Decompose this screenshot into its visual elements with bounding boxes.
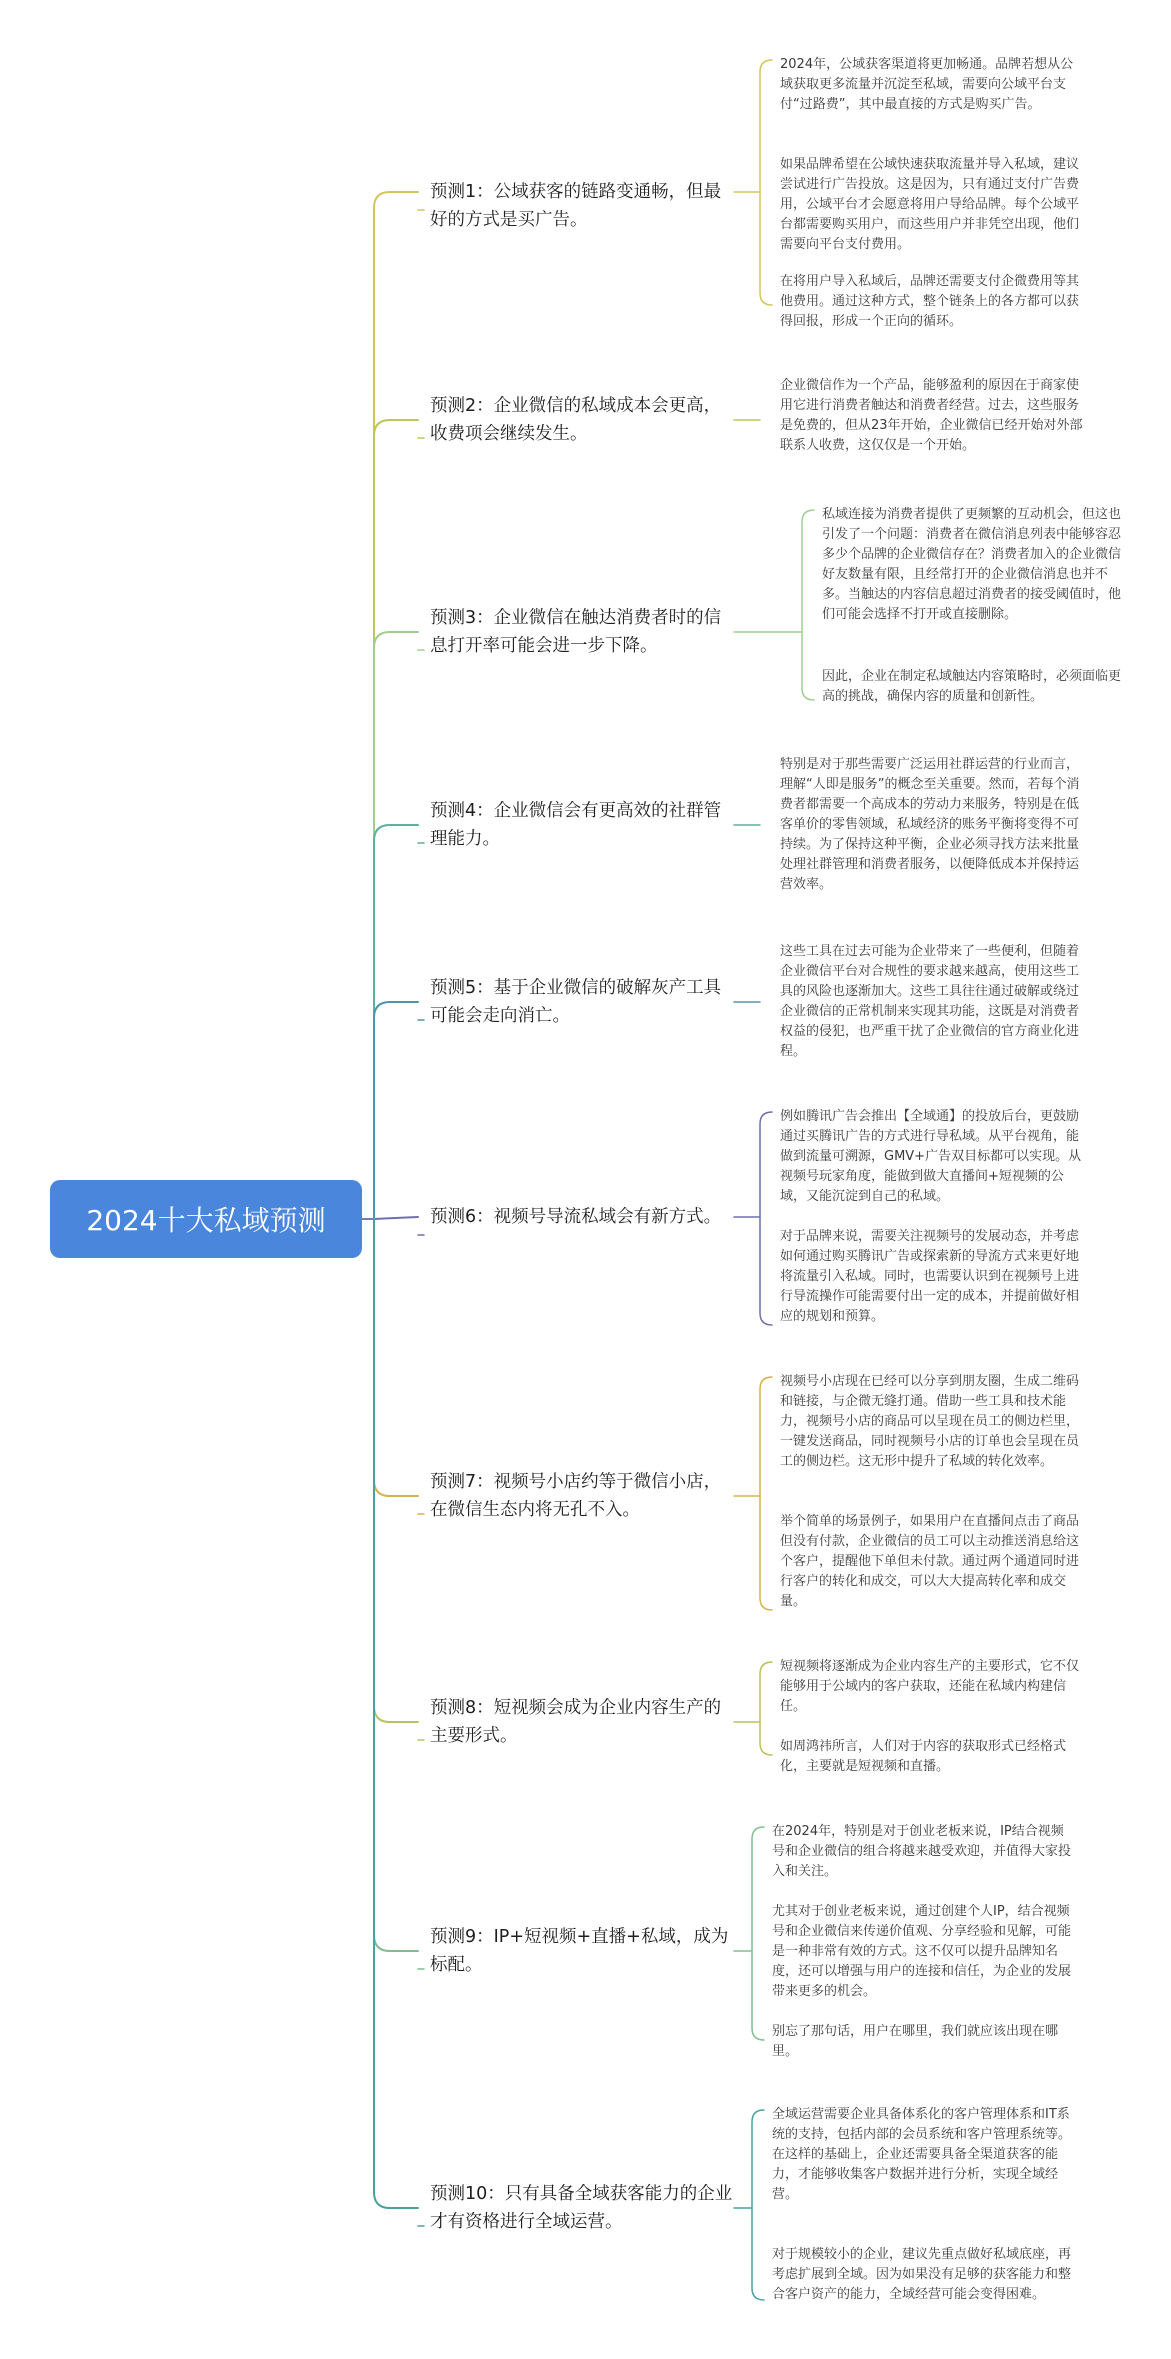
leaf-text: 因此，企业在制定私域触达内容策略时，必须面临更高的挑战，确保内容的质量和创新性。 [822, 669, 1122, 704]
leaf-note[interactable] [780, 755, 1085, 895]
leaf-note[interactable] [780, 1512, 1085, 1612]
leaf-bracket [752, 1827, 764, 2040]
leaf-text: 在将用户导入私域后，品牌还需要支付企微费用等其他费用。通过这种方式，整个链条上的各方都可以获得回报，形成一个正向的循环。 [780, 274, 1080, 329]
branch-label: 预测4：企业微信会有更高效的社群管理能力。 [430, 801, 722, 849]
leaf-note[interactable] [780, 376, 1085, 456]
leaf-text: 全域运营需要企业具备体系化的客户管理体系和IT系统的支持，包括内部的会员系统和客户管理系统等。在这样的基础上，企业还需要具备全渠道获客的能力，才能够收集客户数据并进行分析，实现全域经营。 [772, 2107, 1072, 2202]
branch-topic-2[interactable] [430, 392, 738, 448]
leaf-text: 短视频将逐渐成为企业内容生产的主要形式，它不仅能够用于公域内的客户获取，还能在私域内构建信任。 [780, 1659, 1080, 1714]
leaf-text: 2024年，公域获客渠道将更加畅通。品牌若想从公域获取更多流量并沉淀至私域，需要向公域平台支付“过路费”，其中最直接的方式是购买广告。 [780, 57, 1074, 112]
leaf-note[interactable] [780, 272, 1085, 332]
leaf-text: 私域连接为消费者提供了更频繁的互动机会，但这也引发了一个问题：消费者在微信消息列表中能够容忍多少个品牌的企业微信存在？消费者加入的企业微信好友数量有限，且经常打开的企业微信消息也并不多。当触达的内容信息超过消费者的接受阈值时，他们可能会选择不打开或直接删除。 [822, 507, 1122, 622]
leaf-text: 对于品牌来说，需要关注视频号的发展动态，并考虑如何通过购买腾讯广告或探索新的导流方式来更好地将流量引入私域。同时，也需要认识到在视频号上进行导流操作可能需要付出一定的成本，并提前做好相应的规划和预算。 [780, 1229, 1080, 1324]
leaf-note[interactable] [772, 1902, 1072, 2002]
leaf-note[interactable] [822, 667, 1127, 707]
leaf-note[interactable] [822, 505, 1127, 625]
leaf-text: 对于规模较小的企业，建议先重点做好私域底座，再考虑扩展到全域。因为如果没有足够的获客能力和整合客户资产的能力，全域经营可能会变得困难。 [772, 2247, 1072, 2302]
leaf-bracket [752, 2110, 764, 2300]
branch-topic-3[interactable] [430, 604, 738, 660]
branch-connector [374, 1219, 418, 1722]
branch-label: 预测8：短视频会成为企业内容生产的主要形式。 [430, 1698, 722, 1746]
branch-label: 预测7：视频号小店约等于微信小店，在微信生态内将无孔不入。 [430, 1472, 722, 1520]
central-topic-label: 2024十大私域预测 [86, 1204, 326, 1237]
branch-label: 预测3：企业微信在触达消费者时的信息打开率可能会进一步下降。 [430, 608, 722, 656]
branch-topic-4[interactable] [430, 797, 738, 853]
leaf-note[interactable] [780, 1372, 1085, 1472]
leaf-text: 如果品牌希望在公域快速获取流量并导入私域，建议尝试进行广告投放。这是因为，只有通过支付广告费用，公域平台才会愿意将用户导给品牌。每个公域平台都需要购买用户，而这些用户并非凭空出现，他们需要向平台支付费用。 [780, 157, 1080, 252]
branch-label: 预测9：IP+短视频+直播+私域，成为标配。 [430, 1927, 729, 1975]
leaf-text: 例如腾讯广告会推出【全域通】的投放后台，更鼓励通过买腾讯广告的方式进行导私域。从平台视角，能做到流量可溯源，GMV+广告双目标都可以实现。从视频号玩家角度，能做到做大直播间+短视频的公域，又能沉淀到自己的私域。 [780, 1109, 1082, 1204]
leaf-text: 别忘了那句话，用户在哪里，我们就应该出现在哪里。 [772, 2024, 1059, 2059]
leaf-text: 视频号小店现在已经可以分享到朋友圈，生成二维码和链接，与企微无缝打通。借助一些工具和技术能力，视频号小店的商品可以呈现在员工的侧边栏里，一键发送商品，同时视频号小店的订单也会呈现在员工的侧边栏。这无形中提升了私域的转化效率。 [780, 1374, 1080, 1469]
leaf-text: 特别是对于那些需要广泛运用社群运营的行业而言，理解“人即是服务”的概念至关重要。然而，若每个消费者都需要一个高成本的劳动力来服务，特别是在低客单价的零售领域，私域经济的账务平衡将变得不可持续。为了保持这种平衡，企业必须寻找方法来批量处理社群管理和消费者服务，以便降低成本并保持运营效率。 [780, 757, 1080, 892]
leaf-note[interactable] [780, 1737, 1085, 1777]
leaf-note[interactable] [772, 2105, 1072, 2205]
branch-connector [374, 825, 418, 1219]
branch-connector [374, 1219, 418, 1496]
branch-connector [374, 1219, 418, 2208]
branch-topic-6[interactable] [430, 1203, 738, 1231]
leaf-note[interactable] [780, 155, 1085, 255]
branch-connector [374, 1002, 418, 1219]
branch-topic-5[interactable] [430, 974, 738, 1030]
central-topic[interactable] [50, 1180, 362, 1258]
leaf-text: 这些工具在过去可能为企业带来了一些便利，但随着企业微信平台对合规性的要求越来越高，使用这些工具的风险也逐渐加大。这些工具往往通过破解或绕过企业微信的正常机制来实现其功能，这既是对消费者权益的侵犯，也严重干扰了企业微信的官方商业化进程。 [780, 944, 1080, 1059]
leaf-text: 如周鸿祎所言，人们对于内容的获取形式已经格式化，主要就是短视频和直播。 [780, 1739, 1067, 1774]
leaf-note[interactable] [780, 55, 1085, 115]
branch-topic-7[interactable] [430, 1468, 738, 1524]
leaf-bracket [760, 1662, 772, 1755]
leaf-note[interactable] [780, 1657, 1085, 1717]
branch-connector [374, 1217, 418, 1219]
branch-connector [374, 632, 418, 1219]
leaf-text: 举个简单的场景例子，如果用户在直播间点击了商品但没有付款，企业微信的员工可以主动推送消息给这个客户，提醒他下单但未付款。通过两个通道同时进行客户的转化和成交，可以大大提高转化率和成交量。 [780, 1514, 1080, 1609]
leaf-text: 在2024年，特别是对于创业老板来说，IP结合视频号和企业微信的组合将越来越受欢迎，并值得大家投入和关注。 [772, 1824, 1072, 1879]
leaf-note[interactable] [780, 1227, 1085, 1327]
leaf-bracket [760, 1377, 772, 1610]
branch-topic-10[interactable] [430, 2180, 738, 2236]
leaf-note[interactable] [780, 1107, 1085, 1207]
branch-connector [374, 192, 418, 1219]
branch-label: 预测6：视频号导流私域会有新方式。 [430, 1207, 722, 1227]
leaf-note[interactable] [772, 2022, 1072, 2062]
branch-topic-9[interactable] [430, 1923, 738, 1979]
branch-topic-8[interactable] [430, 1694, 738, 1750]
branch-label: 预测10：只有具备全域获客能力的企业才有资格进行全域运营。 [430, 2184, 733, 2232]
branch-label: 预测2：企业微信的私域成本会更高，收费项会继续发生。 [430, 396, 722, 444]
branch-topic-1[interactable] [430, 178, 738, 234]
leaf-note[interactable] [772, 1822, 1072, 1882]
branch-connector [374, 1219, 418, 1951]
leaf-text: 尤其对于创业老板来说，通过创建个人IP，结合视频号和企业微信来传递价值观、分享经验和见解，可能是一种非常有效的方式。这不仅可以提升品牌知名度，还可以增强与用户的连接和信任，为企业的发展带来更多的机会。 [772, 1904, 1072, 1999]
branch-label: 预测1：公域获客的链路变通畅，但最好的方式是买广告。 [430, 182, 722, 230]
branch-connector [374, 420, 418, 1219]
leaf-bracket [760, 60, 772, 305]
leaf-note[interactable] [780, 942, 1085, 1062]
leaf-text: 企业微信作为一个产品，能够盈利的原因在于商家使用它进行消费者触达和消费者经营。过去，这些服务是免费的，但从23年开始，企业微信已经开始对外部联系人收费，这仅仅是一个开始。 [780, 378, 1083, 453]
branch-label: 预测5：基于企业微信的破解灰产工具可能会走向消亡。 [430, 978, 722, 1026]
leaf-bracket [802, 510, 814, 700]
leaf-note[interactable] [772, 2245, 1072, 2305]
leaf-bracket [760, 1112, 772, 1325]
